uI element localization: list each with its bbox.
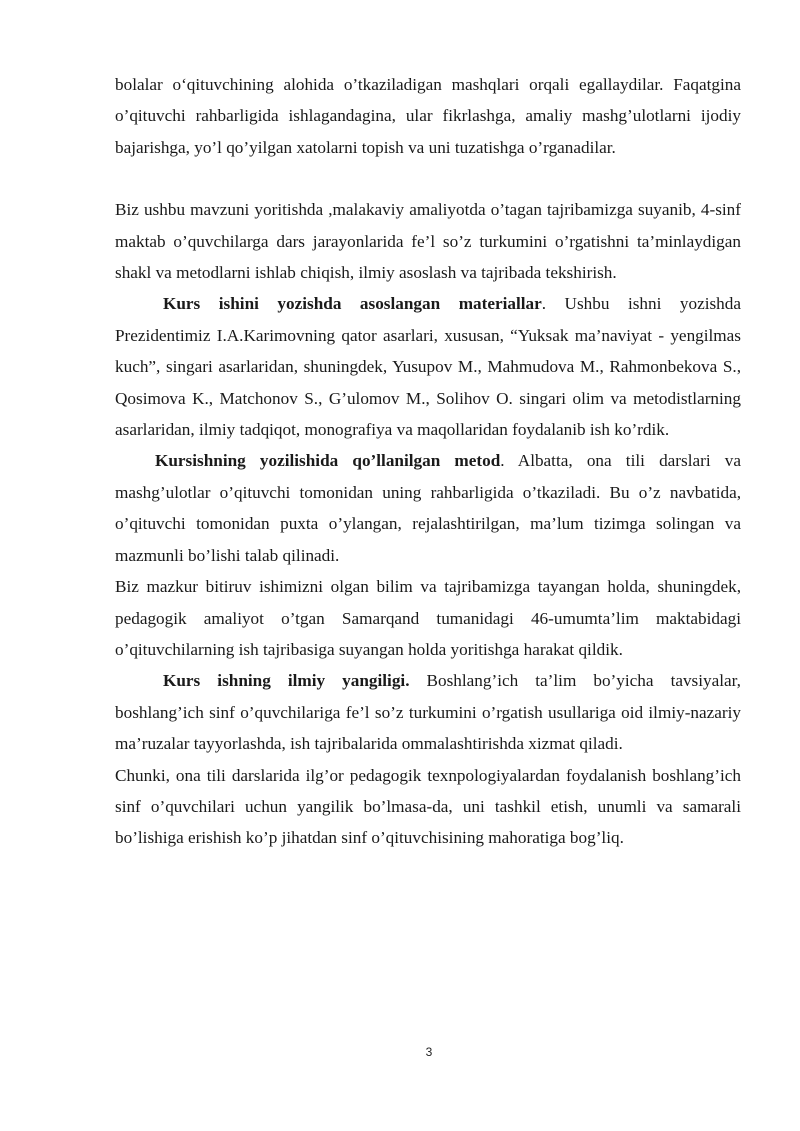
heading-novelty: Kurs ishning ilmiy yangiligi. [163,671,410,691]
paragraph-experience: Biz mazkur bitiruv ishimizni olgan bilim va tajribamizga tayangan holda, shuningdek, pedagogik amaliyot o’tgan Samarqand tumanidagi 46-umumta’lim maktabidagi o’qituvchilarning ish tajribasiga suyangan holda yoritishga harakat qildik. [115,577,741,659]
paragraph-method [115,445,741,571]
paragraph-aim: Biz ushbu mavzuni yoritishda ,malakaviy amaliyotda o’tagan tajribamizga suyanib, 4-sinf maktab o’quvchilarga dars jarayonlarida fe’l so’z turkumini o’rgatishni ta’minlaydigan shakl va metodlarni ishlab chiqish, ilmiy asoslash va tajribada tekshirish. [115,200,741,283]
paragraph-materials-text: . Ushbu ishni yozishda Prezidentimiz I.A.Karimovning qator asarlari, xususan, “Yuksak ma’naviyat - yengilmas kuch”, singari asarlaridan, shuningdek, Yusupov M., Mahmudova M., Rahmonbekova S., Qosimova K., Matchonov S., G’ulomov M., Solihov O. singari olim va metodistlarning asarlaridan, ilmiy tadqiqot, monografiya va maqollaridan foydalanib ish ko’rdik. [115,294,741,440]
page-number: 3 [425,1045,433,1059]
heading-materials: Kurs ishini yozishda asoslangan materiallar [163,294,542,314]
paragraph-conclusion: Chunki, ona tili darslarida ilg’or pedagogik texnpologiyalardan foydalanish boshlang’ich sinf o’quvchilari uchun yangilik bo’lmasa-da, uni tashkil etish, unumli va samarali bo’lishiga erishish ko’p jihatdan sinf o’qituvchisining mahoratiga bog’liq. [115,765,741,848]
paragraph-novelty [115,665,741,759]
paragraph-materials [115,288,741,445]
paragraph-method-text: . Albatta, ona tili darslari va mashg’ulotlar o’qituvchi tomonidan uning rahbarligida o’tkaziladi. Bu o’z navbatida, o’qituvchi tomonidan puxta o’ylangan, rejalashtirilgan, ma’lum tizimga solingan va mazmunli bo’lishi talab qilinadi. [115,451,741,565]
heading-method: Kursishning yozilishida qo’llanilgan metod [155,451,501,471]
paragraph-spacer [115,163,741,194]
document-page [115,69,741,854]
paragraph-intro: bolalar o‘qituvchining alohida o’tkaziladigan mashqlari orqali egallaydilar. Faqatgina o’qituvchi rahbarligida ishlagandagina, ular fikrlashga, amaliy mashg’ulotlarni ijodiy bajarishga, yo’l qo’yilgan xatolarni topish va uni tuzatishga o’rganadilar. [115,75,741,157]
paragraph-novelty-text: Boshlang’ich ta’lim bo’yicha tavsiyalar, boshlang’ich sinf o’quvchilariga fe’l so’z turkumini o’rgatish usullariga oid ilmiy-nazariy ma’ruzalar tayyorlashda, ish tajribalarida ommalashtirishda xizmat qiladi. [115,671,741,754]
